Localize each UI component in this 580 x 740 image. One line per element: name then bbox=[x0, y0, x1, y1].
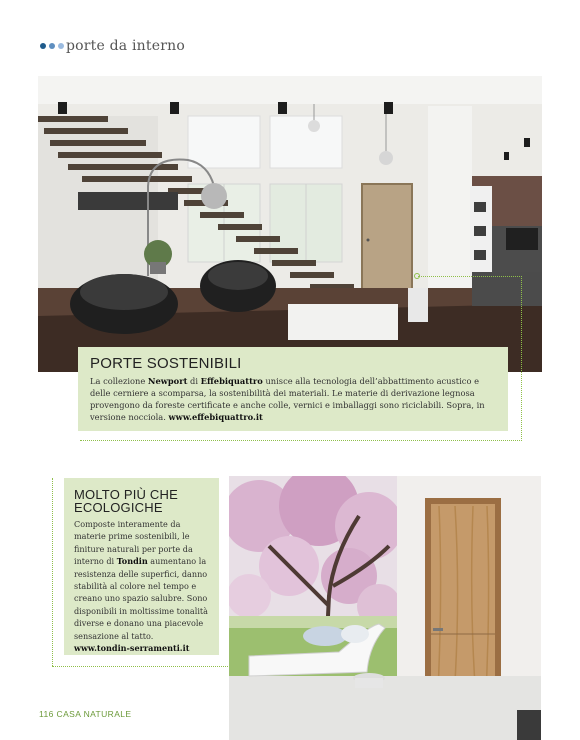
article-body bbox=[74, 518, 209, 654]
website-link[interactable]: www.tondin-serramenti.it bbox=[74, 643, 190, 654]
guide-line-right bbox=[521, 276, 522, 441]
guide-line-bottom bbox=[80, 440, 522, 441]
living-room-photo bbox=[38, 76, 542, 372]
page-number: 116 bbox=[39, 709, 54, 719]
article-molto-piu-che-ecologiche bbox=[64, 478, 219, 655]
collection-name: Newport bbox=[147, 376, 188, 386]
body-text-part: aumentano la resistenza delle superfici, danno stabilità al colore nel tempo e creano uno spazio salubre. Sono disponibili in moltissime tonalità diverse e donano una piacevole sensazione al tatto. bbox=[74, 556, 209, 641]
guide-line-left bbox=[52, 478, 53, 666]
page-footer bbox=[39, 709, 131, 719]
brand-name: Effebiquattro bbox=[200, 376, 263, 386]
brand-name: Tondin bbox=[116, 556, 148, 567]
dot-light bbox=[58, 43, 64, 49]
guide-dot bbox=[414, 273, 420, 279]
dot-mid bbox=[49, 43, 55, 49]
article-title-line1: MOLTO PIÙ CHE bbox=[74, 487, 178, 502]
article-porte-sostenibili bbox=[78, 347, 508, 431]
door-photo bbox=[229, 476, 541, 740]
body-text-part: di bbox=[187, 376, 201, 386]
body-text-part: La collezione bbox=[90, 376, 148, 386]
magazine-name: CASA NATURALE bbox=[56, 709, 132, 719]
body-text-part: unisce alla tecnologia dell’abbattimento acustico e delle cerniere a scomparsa, la sostenibilità dei materiali. Le materie di derivazione legnosa provengono da foreste certificate e anche colle, vernici e imballaggi sono riciclabili. Sopra, in versione nocciola. bbox=[90, 376, 485, 422]
dot-dark bbox=[40, 43, 46, 49]
section-dots bbox=[40, 43, 64, 49]
article-title-line2: ECOLOGICHE bbox=[74, 500, 163, 515]
section-title: porte da interno bbox=[66, 38, 185, 54]
guide-line-top bbox=[418, 276, 522, 277]
body-text-part: Composte interamente da materie prime sostenibili, le finiture naturali per porte da interno di bbox=[74, 519, 193, 567]
article-body bbox=[90, 375, 496, 423]
article-title: PORTE SOSTENIBILI bbox=[90, 355, 242, 372]
website-link[interactable]: www.effebiquattro.it bbox=[168, 412, 263, 422]
